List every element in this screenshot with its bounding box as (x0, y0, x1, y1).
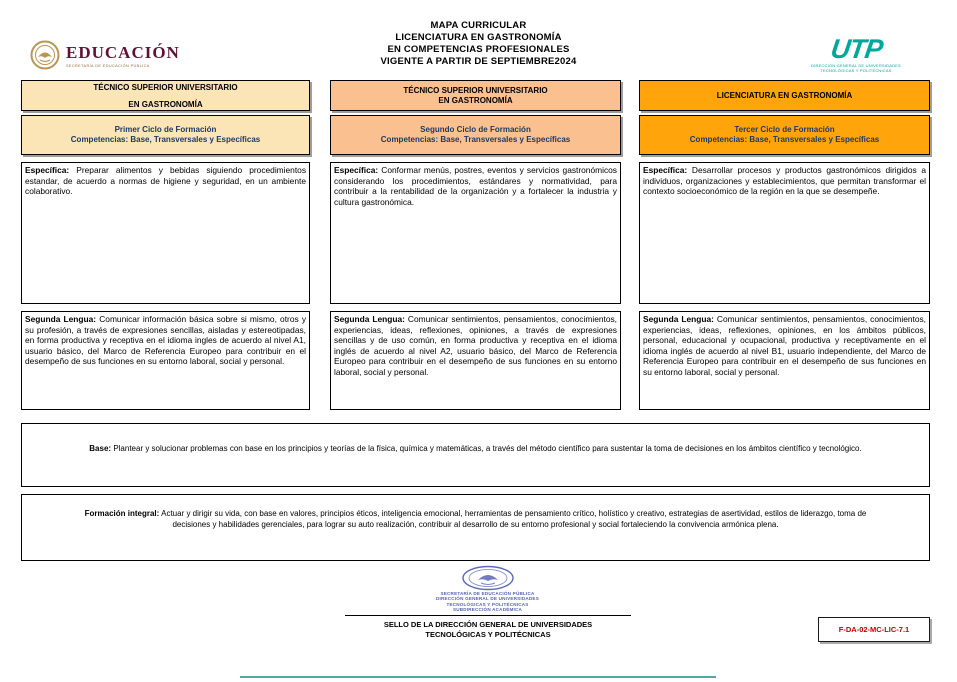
dgutyp-tagline-1: DIRECCIÓN GENERAL DE UNIVERSIDADES (811, 63, 901, 68)
cycle-header-primer (21, 115, 310, 155)
footer-accent-line (240, 676, 716, 678)
sep-eagle-seal-icon (30, 40, 60, 70)
dgutyp-logo (800, 36, 912, 73)
segunda-lengua-label: Segunda Lengua: (25, 314, 97, 324)
program-title: LICENCIATURA EN GASTRONOMÍA (716, 91, 853, 100)
especifica-label: Específica: (25, 165, 70, 175)
cycle-title: Primer Ciclo de Formación (114, 124, 217, 134)
cycle-header-segundo (330, 115, 621, 155)
sep-tagline: SECRETARÍA DE EDUCACIÓN PÚBLICA (66, 64, 150, 68)
stamp-text-2: DIRECCIÓN GENERAL DE UNIVERSIDADES (436, 596, 539, 602)
cycle-header-tercer (639, 115, 930, 155)
sep-wordmark: EDUCACIÓN (66, 43, 180, 62)
title-line-3: EN COMPETENCIAS PROFESIONALES (387, 44, 570, 55)
base-competencia-box (21, 423, 930, 487)
segunda-lengua-label: Segunda Lengua: (334, 314, 405, 324)
title-line-4: VIGENTE A PARTIR DE SEPTIEMBRE2024 (380, 56, 577, 67)
program-header-licenciatura (639, 80, 930, 111)
program-subtitle: EN GASTRONOMÍA (128, 99, 203, 109)
cycle-competencias: Competencias: Base, Transversales y Específicas (689, 135, 880, 144)
sep-logo (30, 40, 180, 70)
cycle-competencias: Competencias: Base, Transversales y Específicas (70, 135, 261, 144)
sep-wordmark-block (66, 40, 180, 68)
stamp-text-1: SECRETARÍA DE EDUCACIÓN PÚBLICA (440, 591, 535, 596)
especifica-text-2: Específica: Conformar menús, postres, eventos y servicios gastronómicos considerando los procedimientos, estándares y normatividad, para contribuir a la rentabilidad de la organización y a fortalecer la industria y cultura gastronómica. (334, 165, 617, 207)
segunda-lengua-text-2: Segunda Lengua: Comunicar sentimientos, pensamientos, conocimientos, experiencias, ideas, reflexiones, opiniones, a través de expresiones sencillas y de uso común, en forma productiva y receptiva en el idioma inglés de acuerdo al nivel A2, usuario básico, del Marco de Referencia Europeo para contribuir en el desempeño de sus funciones en su entorno laboral, social y personal. (334, 314, 618, 377)
base-competencia-text: Base: Plantear y solucionar problemas con base en los principios y teorías de la física, química y matemáticas, a través del método científico para sustentar la toma de decisiones en los ámbitos científico y tecnológico. (89, 444, 862, 453)
especifica-label: Específica: (643, 165, 688, 175)
sello-caption-line-1: SELLO DE LA DIRECCIÓN GENERAL DE UNIVERSIDADES (383, 620, 593, 629)
cycle-competencias: Competencias: Base, Transversales y Específicas (380, 135, 571, 144)
segunda-lengua-text-3: Segunda Lengua: Comunicar sentimientos, pensamientos, conocimientos, experiencias, ideas, reflexiones, opiniones, en los ámbitos públicos, personal, educacional y ocupacional, productiva y receptivamente en el idioma inglés de acuerdo al nivel B1, usuario independiente, del Marco de Referencia Europeo para contribuir en el desempeño de sus funciones en su entorno laboral, social y personal. (643, 314, 927, 377)
base-label: Base: (89, 444, 112, 453)
segunda-lengua-box-2 (330, 311, 621, 410)
title-line-1: MAPA CURRICULAR (430, 20, 527, 31)
especifica-box-1 (21, 162, 310, 304)
segunda-lengua-label: Segunda Lengua: (643, 314, 714, 324)
especifica-box-2 (330, 162, 621, 304)
program-header-tsu-1 (21, 80, 310, 111)
especifica-label: Específica: (334, 165, 379, 175)
sello-caption-line-2: TECNOLÓGICAS Y POLITÉCNICAS (425, 629, 551, 639)
program-subtitle: EN GASTRONOMÍA (438, 96, 513, 105)
dgutyp-acronym: UTP (828, 34, 884, 64)
stamp-text-4: SUBDIRECCIÓN ACADÉMICA (452, 607, 523, 613)
formacion-integral-text: Formación integral: Actuar y dirigir su vida, con base en valores, principios éticos, inteligencia emocional, herramientas de pensamiento crítico, holístico y creativo, estrategias de asertividad, estilos de liderazgo, toma de decisiones y habilidades gerenciales, para lograr su auto realización, contribuir al desarrollo de su entorno profesional y social fortaleciendo la convivencia armónica plena. (84, 509, 867, 529)
dgutyp-stamp (420, 565, 555, 613)
especifica-text-1: Específica: Preparar alimentos y bebidas siguiendo procedimientos estandar, de acuerdo a normas de higiene y seguridad, en un ambiente colaborativo. (25, 165, 307, 197)
program-title: TÉCNICO SUPERIOR UNIVERSITARIO (403, 86, 548, 95)
document-code: F-DA-02-MC-LIC-7.1 (838, 625, 910, 634)
dgutyp-tagline-2: TECNOLÓGICAS Y POLITÉCNICAS (820, 68, 892, 73)
segunda-lengua-box-3 (639, 311, 930, 410)
formacion-integral-box (21, 494, 930, 561)
especifica-box-3 (639, 162, 930, 304)
sello-caption (345, 615, 631, 639)
document-code-box (818, 617, 930, 642)
program-title: TÉCNICO SUPERIOR UNIVERSITARIO (93, 82, 238, 92)
cycle-title: Tercer Ciclo de Formación (734, 124, 835, 134)
cycle-title: Segundo Ciclo de Formación (420, 124, 531, 134)
program-header-tsu-2 (330, 80, 621, 111)
segunda-lengua-text-1: Segunda Lengua: Comunicar información básica sobre si mismo, otros y su profesión, a través de expresiones sencillas, aisladas y estereotipadas, en forma productiva y receptiva en el idioma ingles de acuerdo al nivel A1, usuario básico, del Marco de Referencia Europeo para contribuir en el desempeño de sus funciones en su entorno laboral, social y personal. (25, 314, 307, 367)
stamp-text-3: TECNOLÓGICAS Y POLITÉCNICAS (446, 601, 529, 607)
especifica-text-3: Específica: Desarrollar procesos y productos gastronómicos dirigidos a individuos, organizaciones y establecimientos, que permitan transformar el contexto socioeconómico de la región en la que se desempeñe. (643, 165, 926, 197)
stamp-eagle-icon (460, 565, 516, 591)
formacion-integral-label: Formación integral: (84, 509, 160, 518)
segunda-lengua-box-1 (21, 311, 310, 410)
title-line-2: LICENCIATURA EN GASTRONOMÍA (395, 32, 562, 43)
